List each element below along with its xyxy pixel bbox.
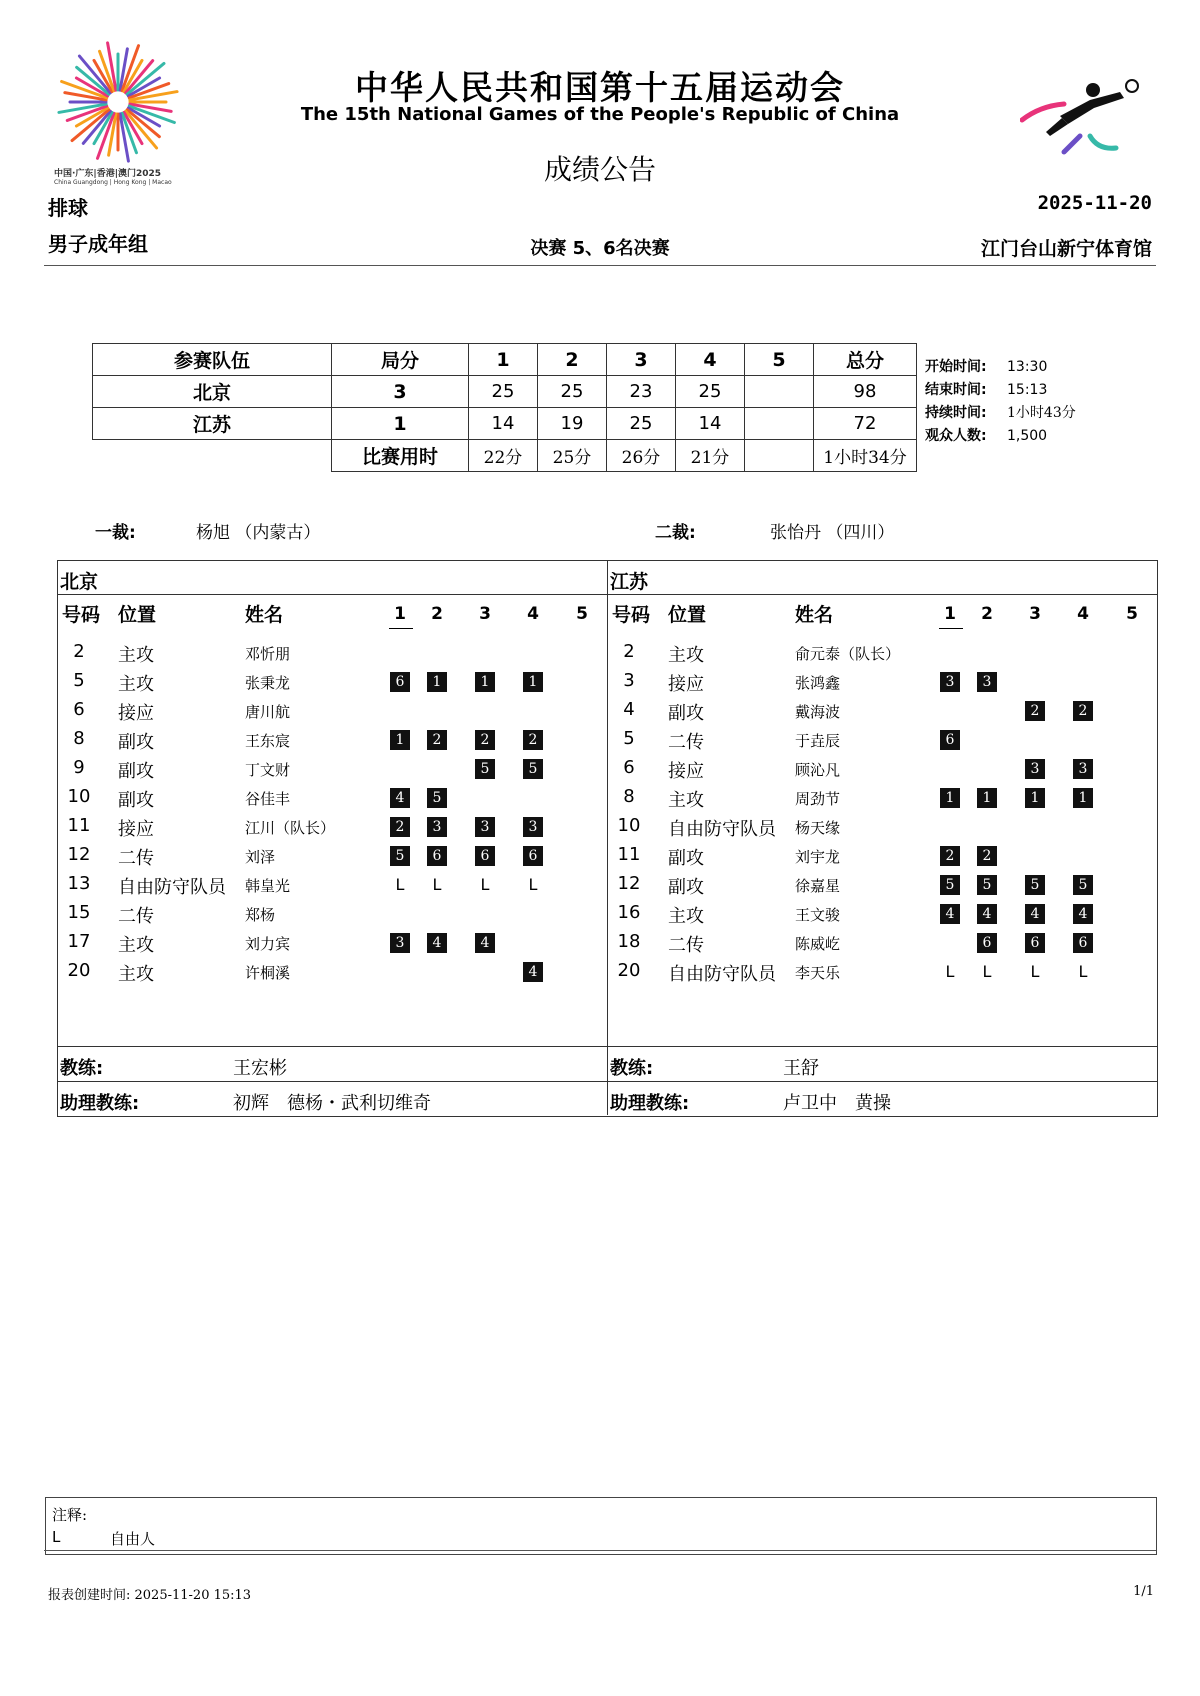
starting-position-box: 5 (390, 846, 410, 866)
set-points: 14 (676, 408, 745, 440)
set-points: 23 (607, 376, 676, 408)
player-name: 丁文财 (245, 761, 291, 779)
player-position: 副攻 (118, 732, 154, 753)
match-stage: 决赛 5、6名决赛 (530, 238, 670, 259)
set5-column-header: 5 (745, 344, 814, 376)
set-column-header: 2 (431, 604, 443, 624)
starting-position-box: 3 (940, 672, 960, 692)
footer-divider (44, 1550, 1156, 1551)
player-position: 副攻 (668, 877, 704, 898)
player-position: 接应 (118, 703, 154, 724)
player-name: 张秉龙 (245, 674, 291, 692)
starting-position-box: 3 (475, 817, 495, 837)
start-time: 13:30 (1007, 359, 1048, 375)
player-position: 二传 (668, 935, 704, 956)
spectators: 1,500 (1007, 428, 1048, 444)
set1-column-header: 1 (469, 344, 538, 376)
player-name: 李天乐 (795, 964, 841, 982)
assistant-coach-label: 助理教练: (60, 1093, 140, 1114)
sets-won: 1 (332, 408, 469, 440)
name-column-header: 姓名 (795, 604, 834, 626)
player-name: 刘泽 (245, 848, 276, 866)
total-points: 98 (814, 376, 917, 408)
set-points: 19 (538, 408, 607, 440)
player-position: 副攻 (118, 790, 154, 811)
player-name: 韩皇光 (245, 877, 291, 895)
set3-column-header: 3 (607, 344, 676, 376)
end-time-label: 结束时间: (925, 382, 987, 398)
player-number: 20 (617, 960, 641, 981)
starting-position-box: 4 (1025, 904, 1045, 924)
player-name: 刘力宾 (245, 935, 291, 953)
starting-position-box: 4 (1073, 904, 1093, 924)
set-column-header: 3 (479, 604, 491, 624)
player-number: 2 (623, 641, 635, 662)
player-number: 12 (67, 844, 91, 865)
logo-text-en: China Guangdong | Hong Kong | Macao (54, 179, 172, 186)
libero-mark: L (1078, 962, 1088, 981)
set-column-header: 1 (944, 604, 956, 624)
starting-position-box: 4 (940, 904, 960, 924)
player-position: 副攻 (668, 848, 704, 869)
total-points: 72 (814, 408, 917, 440)
starting-position-box: 6 (390, 672, 410, 692)
second-referee-label: 二裁: (655, 523, 696, 543)
player-number: 11 (617, 844, 641, 865)
player-name: 唐川航 (245, 703, 291, 721)
coach-label: 教练: (610, 1058, 654, 1079)
libero-mark: L (528, 875, 538, 894)
player-number: 8 (623, 786, 635, 807)
duration-label: 持续时间: (925, 405, 987, 421)
starting-position-box: 1 (475, 672, 495, 692)
end-time: 15:13 (1007, 382, 1048, 398)
set-column-header: 4 (527, 604, 539, 624)
team-column-header: 参赛队伍 (93, 344, 332, 376)
starting-position-box: 2 (427, 730, 447, 750)
assistant-coach-names: 卢卫中 黄操 (783, 1093, 891, 1114)
starting-position-box: 1 (427, 672, 447, 692)
set-points (745, 408, 814, 440)
set-points: 25 (538, 376, 607, 408)
player-number: 8 (73, 728, 85, 749)
player-position: 接应 (118, 819, 154, 840)
volleyball-pictogram-icon (1020, 76, 1150, 156)
games-title-cn: 中华人民共和国第十五届运动会 (355, 68, 845, 107)
player-name: 刘宇龙 (795, 848, 841, 866)
player-number: 6 (623, 757, 635, 778)
player-name: 俞元泰（队长） (795, 645, 901, 663)
score-row (93, 376, 917, 408)
libero-mark: L (945, 962, 955, 981)
player-name: 王文骏 (795, 906, 841, 924)
player-number: 17 (67, 931, 91, 952)
starting-position-box: 3 (523, 817, 543, 837)
player-position: 二传 (668, 732, 704, 753)
name-column-header: 姓名 (245, 604, 284, 626)
player-position: 主攻 (668, 906, 704, 927)
set-column-header: 5 (1126, 604, 1138, 624)
sets-won: 3 (332, 376, 469, 408)
starting-position-box: 1 (1025, 788, 1045, 808)
notes-label: 注释: (52, 1506, 88, 1524)
player-number: 3 (623, 670, 635, 691)
player-name: 周劲节 (795, 790, 841, 808)
notes-box (45, 1497, 1157, 1555)
starting-position-box: 5 (1025, 875, 1045, 895)
position-column-header: 位置 (118, 604, 157, 626)
starting-position-box: 2 (523, 730, 543, 750)
player-position: 主攻 (118, 935, 154, 956)
player-number: 6 (73, 699, 85, 720)
starting-position-box: 6 (475, 846, 495, 866)
starting-position-box: 2 (1025, 701, 1045, 721)
player-position: 接应 (668, 761, 704, 782)
sport-label: 排球 (48, 196, 88, 220)
player-name: 于垚辰 (795, 732, 841, 750)
coach-name: 王宏彬 (233, 1058, 287, 1079)
starting-position-box: 1 (940, 788, 960, 808)
player-name: 陈威屹 (795, 935, 841, 953)
set-points: 25 (676, 376, 745, 408)
player-number: 11 (67, 815, 91, 836)
match-date: 2025-11-20 (1037, 192, 1152, 214)
libero-mark: L (480, 875, 490, 894)
player-name: 张鸿鑫 (795, 674, 841, 692)
player-number: 4 (623, 699, 635, 720)
set-column-header: 2 (981, 604, 993, 624)
starting-position-box: 4 (977, 904, 997, 924)
category-label: 男子成年组 (48, 232, 148, 256)
starting-position-box: 4 (475, 933, 495, 953)
roster-team-name: 江苏 (610, 571, 649, 593)
starting-position-box: 3 (390, 933, 410, 953)
starting-position-box: 5 (523, 759, 543, 779)
starting-position-box: 2 (475, 730, 495, 750)
set1-underline (939, 628, 963, 629)
player-name: 郑杨 (245, 906, 276, 924)
set-column-header: 1 (394, 604, 406, 624)
match-info (925, 356, 1076, 448)
libero-mark: L (1030, 962, 1040, 981)
report-created-time: 报表创建时间: 2025-11-20 15:13 (48, 1588, 252, 1603)
page-subtitle: 成绩公告 (543, 153, 656, 186)
first-referee-label: 一裁: (95, 523, 136, 543)
set-points (745, 376, 814, 408)
roster-divider (607, 560, 608, 1115)
player-number: 2 (73, 641, 85, 662)
player-position: 接应 (668, 674, 704, 695)
set2-column-header: 2 (538, 344, 607, 376)
libero-mark: L (982, 962, 992, 981)
player-position: 自由防守队员 (668, 819, 776, 840)
header-divider (44, 265, 1156, 266)
set-duration: 22分 (469, 440, 538, 472)
roster-team-name: 北京 (60, 571, 99, 593)
player-number: 5 (73, 670, 85, 691)
assistant-coach-label: 助理教练: (610, 1093, 690, 1114)
starting-position-box: 1 (1073, 788, 1093, 808)
player-number: 18 (617, 931, 641, 952)
player-name: 谷佳丰 (245, 790, 291, 808)
player-position: 自由防守队员 (668, 964, 776, 985)
set-column-header: 4 (1077, 604, 1089, 624)
second-referee: 张怡丹 （四川） (770, 523, 895, 543)
starting-position-box: 6 (940, 730, 960, 750)
player-name: 许桐溪 (245, 964, 291, 982)
first-referee: 杨旭 （内蒙古） (196, 523, 321, 543)
position-column-header: 位置 (668, 604, 707, 626)
set-points: 14 (469, 408, 538, 440)
set-column-header: 5 (576, 604, 588, 624)
starting-position-box: 2 (977, 846, 997, 866)
score-row (93, 408, 917, 440)
player-position: 副攻 (668, 703, 704, 724)
starting-position-box: 2 (390, 817, 410, 837)
coach-label: 教练: (60, 1058, 104, 1079)
starting-position-box: 6 (427, 846, 447, 866)
notes-value: 自由人 (110, 1530, 156, 1548)
starting-position-box: 1 (523, 672, 543, 692)
set4-column-header: 4 (676, 344, 745, 376)
starting-position-box: 5 (475, 759, 495, 779)
player-number: 12 (617, 873, 641, 894)
games-title-en: The 15th National Games of the People's Republic of China (300, 104, 900, 125)
player-name: 王东宸 (245, 732, 291, 750)
set-points: 25 (607, 408, 676, 440)
set-duration (745, 440, 814, 472)
player-position: 主攻 (668, 645, 704, 666)
set-column-header: 3 (1029, 604, 1041, 624)
notes-key: L (52, 1528, 61, 1546)
coach-name: 王舒 (783, 1058, 819, 1079)
total-column-header: 总分 (814, 344, 917, 376)
player-number: 15 (67, 902, 91, 923)
player-position: 二传 (118, 906, 154, 927)
number-column-header: 号码 (612, 604, 651, 626)
set1-underline (389, 628, 413, 629)
player-position: 副攻 (118, 761, 154, 782)
starting-position-box: 3 (427, 817, 447, 837)
player-name: 邓忻朋 (245, 645, 291, 663)
total-duration: 1小时34分 (814, 440, 917, 472)
player-number: 16 (617, 902, 641, 923)
starting-position-box: 6 (1073, 933, 1093, 953)
player-position: 主攻 (118, 964, 154, 985)
player-name: 徐嘉星 (795, 877, 841, 895)
player-name: 杨天缘 (795, 819, 841, 837)
assistant-coach-names: 初辉 德杨・武利切维奇 (233, 1093, 431, 1114)
number-column-header: 号码 (62, 604, 101, 626)
player-number: 5 (623, 728, 635, 749)
player-number: 10 (617, 815, 641, 836)
starting-position-box: 6 (1025, 933, 1045, 953)
player-number: 10 (67, 786, 91, 807)
libero-mark: L (395, 875, 405, 894)
player-position: 自由防守队员 (118, 877, 226, 898)
venue-label: 江门台山新宁体育馆 (980, 238, 1152, 260)
starting-position-box: 1 (977, 788, 997, 808)
starting-position-box: 2 (940, 846, 960, 866)
player-name: 江川（队长） (245, 819, 336, 837)
set-duration: 25分 (538, 440, 607, 472)
player-name: 戴海波 (795, 703, 841, 721)
player-number: 20 (67, 960, 91, 981)
score-table (92, 343, 917, 472)
duration: 1小时43分 (1007, 405, 1076, 421)
match-time-label: 比赛用时 (332, 440, 469, 472)
starting-position-box: 3 (1025, 759, 1045, 779)
starting-position-box: 5 (427, 788, 447, 808)
start-time-label: 开始时间: (925, 359, 987, 375)
libero-mark: L (432, 875, 442, 894)
spectators-label: 观众人数: (925, 428, 987, 444)
team-name: 北京 (93, 376, 332, 408)
starting-position-box: 2 (1073, 701, 1093, 721)
starting-position-box: 5 (940, 875, 960, 895)
starting-position-box: 5 (1073, 875, 1093, 895)
player-name: 顾沁凡 (795, 761, 841, 779)
sets-column-header: 局分 (332, 344, 469, 376)
score-header-row (93, 344, 917, 376)
starting-position-box: 3 (1073, 759, 1093, 779)
player-position: 主攻 (118, 645, 154, 666)
starting-position-box: 6 (977, 933, 997, 953)
page-number: 1/1 (1133, 1584, 1154, 1599)
set-duration: 26分 (607, 440, 676, 472)
logo-text-cn: 中国·广东|香港|澳门2025 (54, 169, 162, 179)
starting-position-box: 1 (390, 730, 410, 750)
player-number: 9 (73, 757, 85, 778)
starting-position-box: 5 (977, 875, 997, 895)
team-name: 江苏 (93, 408, 332, 440)
player-number: 13 (67, 873, 91, 894)
starting-position-box: 3 (977, 672, 997, 692)
starting-position-box: 4 (427, 933, 447, 953)
starting-position-box: 4 (390, 788, 410, 808)
player-position: 主攻 (118, 674, 154, 695)
set-points: 25 (469, 376, 538, 408)
starting-position-box: 4 (523, 962, 543, 982)
match-time-row (93, 440, 917, 472)
set-duration: 21分 (676, 440, 745, 472)
player-position: 二传 (118, 848, 154, 869)
starting-position-box: 6 (523, 846, 543, 866)
player-position: 主攻 (668, 790, 704, 811)
